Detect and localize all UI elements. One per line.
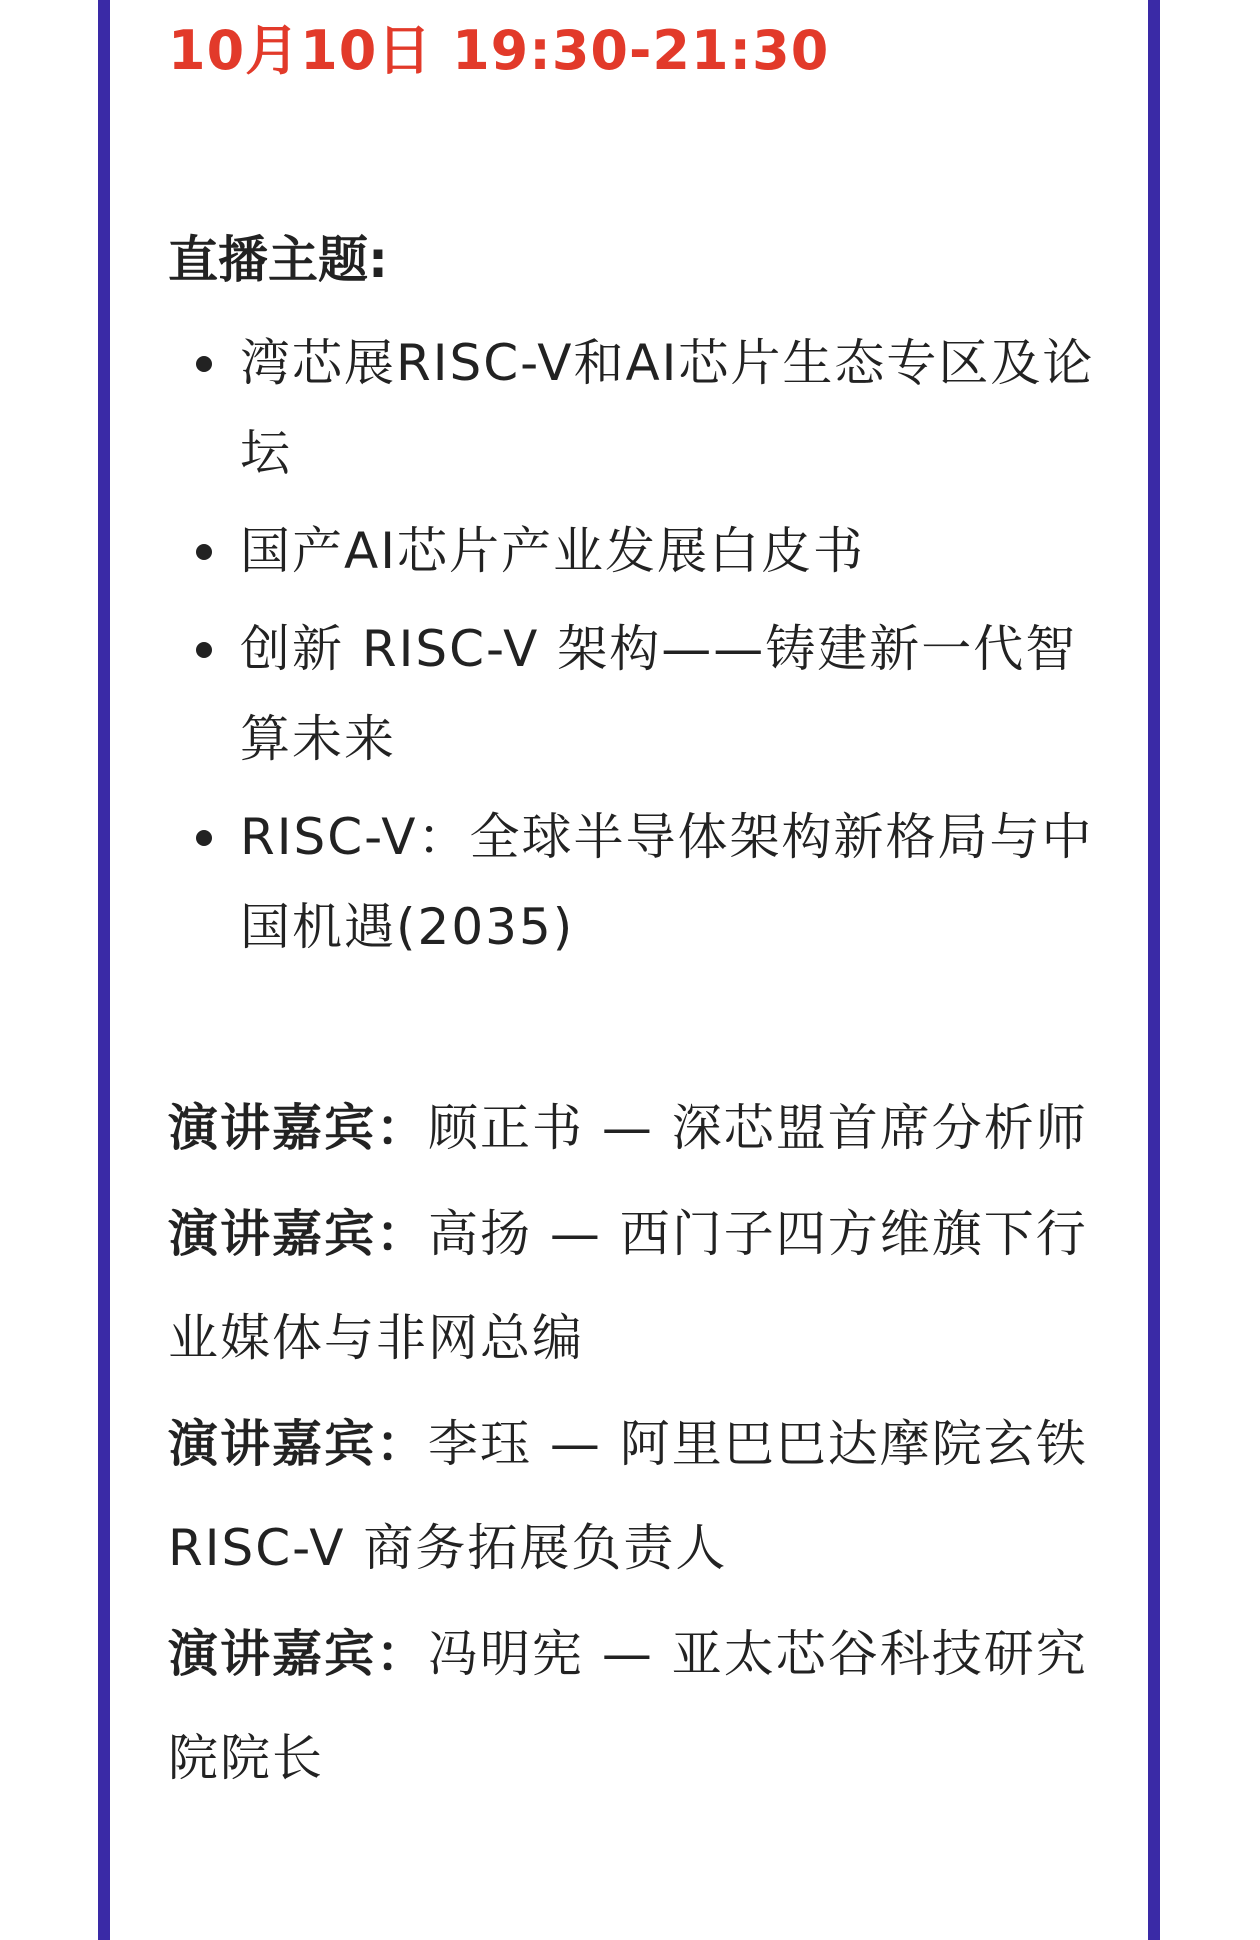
guest-info: 高扬 — 西门子四方维旗下行业媒体与非网总编 [168,1205,1088,1367]
guest-label: 演讲嘉宾： [168,1415,428,1473]
left-frame-border [98,0,110,1940]
guest-info: 冯明宪 — 亚太芯谷科技研究院院长 [168,1625,1088,1787]
guest-info: 顾正书 — 深芯盟首席分析师 [428,1099,1088,1157]
topic-item [168,318,1098,498]
guest-entry [168,1076,1098,1180]
topics-list [168,318,1098,980]
bullet-icon [196,642,212,658]
guest-entry [168,1392,1098,1600]
guest-entry [168,1182,1098,1390]
topic-item [168,506,1098,596]
guest-label: 演讲嘉宾： [168,1625,428,1683]
topics-heading: 直播主题: [168,231,388,289]
topic-text: RISC-V：全球半导体架构新格局与中国机遇(2035) [240,808,1094,956]
guest-list [168,1076,1098,1812]
guest-info: 李珏 — 阿里巴巴达摩院玄铁RISC-V 商务拓展负责人 [168,1415,1088,1577]
event-datetime: 10月10日 19:30-21:30 [168,19,830,82]
topic-text: 湾芯展RISC-V和AI芯片生态专区及论坛 [240,334,1095,482]
guest-label: 演讲嘉宾： [168,1099,428,1157]
topic-text: 创新 RISC-V 架构——铸建新一代智算未来 [240,620,1078,768]
right-frame-border [1148,0,1160,1940]
topic-text: 国产AI芯片产业发展白皮书 [240,522,865,580]
guest-entry [168,1602,1098,1810]
bullet-icon [196,356,212,372]
bullet-icon [196,830,212,846]
guest-label: 演讲嘉宾： [168,1205,428,1263]
topic-item [168,604,1098,784]
topic-item [168,792,1098,972]
bullet-icon [196,544,212,560]
